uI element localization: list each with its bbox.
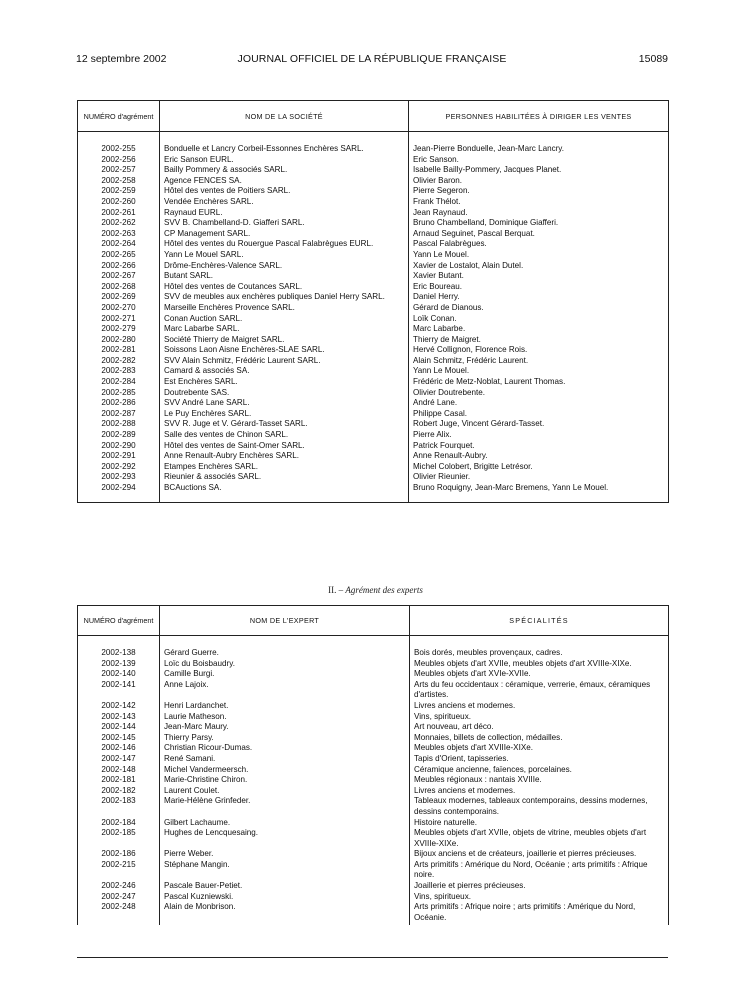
detail-cell: Bruno Roquigny, Jean-Marc Bremens, Yann Le Mouel. — [409, 483, 669, 494]
detail-cell: Gérard de Dianous. — [409, 303, 669, 314]
name-cell: Eric Sanson EURL. — [160, 155, 409, 166]
detail-cell: Bijoux anciens et de créateurs, joaillerie et pierres précieuses. — [410, 849, 669, 860]
expert-row — [78, 818, 669, 829]
name-cell: Marseille Enchères Provence SARL. — [160, 303, 409, 314]
name-cell: Société Thierry de Maigret SARL. — [160, 335, 409, 346]
name-cell: BCAuctions SA. — [160, 483, 409, 494]
company-row — [78, 419, 669, 430]
name-cell: Etampes Enchères SARL. — [160, 462, 409, 473]
name-cell: SVV de meubles aux enchères publiques Daniel Herry SARL. — [160, 292, 409, 303]
expert-row — [78, 765, 669, 776]
name-cell: Camille Burgi. — [160, 669, 410, 680]
name-cell: Hôtel des ventes de Coutances SARL. — [160, 282, 409, 293]
agreement-number: 2002-265 — [78, 250, 160, 261]
name-cell: Hôtel des ventes de Poitiers SARL. — [160, 186, 409, 197]
name-cell: Rieunier & associés SARL. — [160, 472, 409, 483]
detail-cell: Joaillerie et pierres précieuses. — [410, 881, 669, 892]
expert-row — [78, 712, 669, 723]
name-cell: Thierry Parsy. — [160, 733, 410, 744]
company-row — [78, 335, 669, 346]
name-cell: Doutrebente SAS. — [160, 388, 409, 399]
agreement-number: 2002-184 — [78, 818, 160, 829]
detail-cell: Robert Juge, Vincent Gérard-Tasset. — [409, 419, 669, 430]
name-cell: Hughes de Lencquesaing. — [160, 828, 410, 849]
detail-cell: Frank Thélot. — [409, 197, 669, 208]
col-header-number: NUMÉRO d'agrément — [78, 606, 160, 636]
company-row — [78, 345, 669, 356]
agreement-number: 2002-148 — [78, 765, 160, 776]
agreement-number: 2002-260 — [78, 197, 160, 208]
agreement-number: 2002-290 — [78, 441, 160, 452]
company-row — [78, 388, 669, 399]
company-row — [78, 430, 669, 441]
expert-row — [78, 754, 669, 765]
expert-row — [78, 659, 669, 670]
company-row — [78, 483, 669, 494]
header-date: 12 septembre 2002 — [76, 53, 167, 65]
detail-cell: Livres anciens et modernes. — [410, 786, 669, 797]
section-caption — [0, 585, 751, 595]
agreement-number: 2002-264 — [78, 239, 160, 250]
name-cell: Butant SARL. — [160, 271, 409, 282]
expert-row — [78, 786, 669, 797]
expert-row — [78, 860, 669, 881]
name-cell: CP Management SARL. — [160, 229, 409, 240]
table-bottom-edge — [77, 957, 668, 958]
detail-cell: Anne Renault-Aubry. — [409, 451, 669, 462]
expert-row — [78, 902, 669, 923]
agreement-number: 2002-262 — [78, 218, 160, 229]
name-cell: Laurie Matheson. — [160, 712, 410, 723]
agreement-number: 2002-258 — [78, 176, 160, 187]
detail-cell: Eric Sanson. — [409, 155, 669, 166]
agreement-number: 2002-215 — [78, 860, 160, 881]
name-cell: Camard & associés SA. — [160, 366, 409, 377]
name-cell: Marie-Christine Chiron. — [160, 775, 410, 786]
name-cell: Salle des ventes de Chinon SARL. — [160, 430, 409, 441]
col-header-company: NOM DE LA SOCIÉTÉ — [160, 101, 409, 132]
expert-row — [78, 828, 669, 849]
agreement-number: 2002-281 — [78, 345, 160, 356]
company-row — [78, 155, 669, 166]
agreement-number: 2002-246 — [78, 881, 160, 892]
detail-cell: Tapis d'Orient, tapisseries. — [410, 754, 669, 765]
detail-cell: Meubles régionaux : nantais XVIIIe. — [410, 775, 669, 786]
name-cell: Agence FENCES SA. — [160, 176, 409, 187]
agreement-number: 2002-266 — [78, 261, 160, 272]
detail-cell: Xavier de Lostalot, Alain Dutel. — [409, 261, 669, 272]
agreement-number: 2002-256 — [78, 155, 160, 166]
detail-cell: Daniel Herry. — [409, 292, 669, 303]
company-row — [78, 472, 669, 483]
company-row — [78, 208, 669, 219]
detail-cell: Pascal Falabrègues. — [409, 239, 669, 250]
name-cell: Jean-Marc Maury. — [160, 722, 410, 733]
agreement-number: 2002-185 — [78, 828, 160, 849]
detail-cell: Olivier Rieunier. — [409, 472, 669, 483]
agreement-number: 2002-257 — [78, 165, 160, 176]
company-row — [78, 239, 669, 250]
agreement-number: 2002-183 — [78, 796, 160, 817]
agreement-number: 2002-282 — [78, 356, 160, 367]
name-cell: Anne Lajoix. — [160, 680, 410, 701]
agreement-number: 2002-255 — [78, 144, 160, 155]
detail-cell: Jean Raynaud. — [409, 208, 669, 219]
detail-cell: Loïk Conan. — [409, 314, 669, 325]
expert-row — [78, 881, 669, 892]
detail-cell: Art nouveau, art déco. — [410, 722, 669, 733]
name-cell: Stéphane Mangin. — [160, 860, 410, 881]
detail-cell: Alain Schmitz, Frédéric Laurent. — [409, 356, 669, 367]
detail-cell: Arnaud Seguinet, Pascal Berquat. — [409, 229, 669, 240]
agreement-number: 2002-138 — [78, 648, 160, 659]
page-header — [76, 52, 668, 66]
name-cell: Christian Ricour-Dumas. — [160, 743, 410, 754]
detail-cell: Yann Le Mouel. — [409, 250, 669, 261]
agreement-number: 2002-268 — [78, 282, 160, 293]
detail-cell: Livres anciens et modernes. — [410, 701, 669, 712]
name-cell: Conan Auction SARL. — [160, 314, 409, 325]
name-cell: Le Puy Enchères SARL. — [160, 409, 409, 420]
agreement-number: 2002-145 — [78, 733, 160, 744]
company-row — [78, 303, 669, 314]
name-cell: Michel Vandermeersch. — [160, 765, 410, 776]
company-row — [78, 282, 669, 293]
detail-cell: Hervé Collignon, Florence Rois. — [409, 345, 669, 356]
company-row — [78, 292, 669, 303]
name-cell: Bailly Pommery & associés SARL. — [160, 165, 409, 176]
name-cell: Pierre Weber. — [160, 849, 410, 860]
expert-row — [78, 701, 669, 712]
name-cell: Soissons Laon Aisne Enchères-SLAE SARL. — [160, 345, 409, 356]
expert-row — [78, 648, 669, 659]
company-row — [78, 186, 669, 197]
name-cell: Anne Renault-Aubry Enchères SARL. — [160, 451, 409, 462]
company-row — [78, 144, 669, 155]
col-header-number: NUMÉRO d'agrément — [78, 101, 160, 132]
agreement-number: 2002-182 — [78, 786, 160, 797]
name-cell: Laurent Coulet. — [160, 786, 410, 797]
detail-cell: Vins, spiritueux. — [410, 712, 669, 723]
company-row — [78, 398, 669, 409]
company-row — [78, 250, 669, 261]
agreement-number: 2002-259 — [78, 186, 160, 197]
detail-cell: Vins, spiritueux. — [410, 892, 669, 903]
agreement-number: 2002-263 — [78, 229, 160, 240]
detail-cell: Olivier Baron. — [409, 176, 669, 187]
detail-cell: Bruno Chambelland, Dominique Giafferi. — [409, 218, 669, 229]
agreement-number: 2002-144 — [78, 722, 160, 733]
detail-cell: Arts du feu occidentaux : céramique, verrerie, émaux, céramiques d'artistes. — [410, 680, 669, 701]
detail-cell: Michel Colobert, Brigitte Letrésor. — [409, 462, 669, 473]
agreement-number: 2002-287 — [78, 409, 160, 420]
expert-row — [78, 722, 669, 733]
agreement-number: 2002-292 — [78, 462, 160, 473]
agreement-number: 2002-142 — [78, 701, 160, 712]
section-title: Agrément des experts — [345, 585, 423, 595]
agreement-number: 2002-143 — [78, 712, 160, 723]
detail-cell: Isabelle Bailly-Pommery, Jacques Planet. — [409, 165, 669, 176]
company-row — [78, 377, 669, 388]
name-cell: Est Enchères SARL. — [160, 377, 409, 388]
detail-cell: Monnaies, billets de collection, médailles. — [410, 733, 669, 744]
detail-cell: Pierre Alix. — [409, 430, 669, 441]
company-row — [78, 218, 669, 229]
agreement-number: 2002-248 — [78, 902, 160, 923]
name-cell: Pascale Bauer-Petiet. — [160, 881, 410, 892]
detail-cell: Arts primitifs : Amérique du Nord, Océanie ; arts primitifs : Afrique noire. — [410, 860, 669, 881]
name-cell: Hôtel des ventes de Saint-Omer SARL. — [160, 441, 409, 452]
agreement-number: 2002-247 — [78, 892, 160, 903]
detail-cell: Xavier Butant. — [409, 271, 669, 282]
name-cell: SVV B. Chambelland-D. Giafferi SARL. — [160, 218, 409, 229]
agreement-number: 2002-147 — [78, 754, 160, 765]
agreement-number: 2002-186 — [78, 849, 160, 860]
expert-row — [78, 680, 669, 701]
agreement-number: 2002-261 — [78, 208, 160, 219]
agreement-number: 2002-181 — [78, 775, 160, 786]
agreement-number: 2002-293 — [78, 472, 160, 483]
section-number: II. – — [328, 585, 344, 595]
name-cell: Raynaud EURL. — [160, 208, 409, 219]
agreement-number: 2002-279 — [78, 324, 160, 335]
col-header-specialties: SPÉCIALITÉS — [410, 606, 669, 636]
experts-table — [77, 605, 669, 925]
expert-row — [78, 743, 669, 754]
detail-cell: Bois dorés, meubles provençaux, cadres. — [410, 648, 669, 659]
companies-table — [77, 100, 669, 503]
company-row — [78, 314, 669, 325]
detail-cell: Yann Le Mouel. — [409, 366, 669, 377]
company-row — [78, 165, 669, 176]
name-cell: René Samani. — [160, 754, 410, 765]
expert-row — [78, 775, 669, 786]
name-cell: SVV André Lane SARL. — [160, 398, 409, 409]
company-row — [78, 176, 669, 187]
header-title: JOURNAL OFFICIEL DE LA RÉPUBLIQUE FRANÇAISE — [237, 53, 507, 65]
agreement-number: 2002-294 — [78, 483, 160, 494]
name-cell: Marc Labarbe SARL. — [160, 324, 409, 335]
name-cell: Alain de Monbrison. — [160, 902, 410, 923]
company-row — [78, 451, 669, 462]
name-cell: Gérard Guerre. — [160, 648, 410, 659]
agreement-number: 2002-267 — [78, 271, 160, 282]
agreement-number: 2002-285 — [78, 388, 160, 399]
detail-cell: Tableaux modernes, tableaux contemporains, dessins modernes, dessins contemporains. — [410, 796, 669, 817]
expert-row — [78, 733, 669, 744]
company-row — [78, 261, 669, 272]
name-cell: Hôtel des ventes du Rouergue Pascal Falabrègues EURL. — [160, 239, 409, 250]
agreement-number: 2002-284 — [78, 377, 160, 388]
agreement-number: 2002-270 — [78, 303, 160, 314]
agreement-number: 2002-283 — [78, 366, 160, 377]
company-row — [78, 462, 669, 473]
detail-cell: Patrick Fourquet. — [409, 441, 669, 452]
expert-row — [78, 849, 669, 860]
agreement-number: 2002-289 — [78, 430, 160, 441]
detail-cell: Thierry de Maigret. — [409, 335, 669, 346]
name-cell: Bonduelle et Lancry Corbeil-Essonnes Enchères SARL. — [160, 144, 409, 155]
name-cell: SVV R. Juge et V. Gérard-Tasset SARL. — [160, 419, 409, 430]
col-header-expert: NOM DE L'EXPERT — [160, 606, 410, 636]
agreement-number: 2002-141 — [78, 680, 160, 701]
experts-table-header — [78, 606, 669, 636]
detail-cell: Philippe Casal. — [409, 409, 669, 420]
expert-row — [78, 669, 669, 680]
detail-cell: André Lane. — [409, 398, 669, 409]
detail-cell: Frédéric de Metz-Noblat, Laurent Thomas. — [409, 377, 669, 388]
agreement-number: 2002-269 — [78, 292, 160, 303]
companies-table-header — [78, 101, 669, 132]
name-cell: Henri Lardanchet. — [160, 701, 410, 712]
detail-cell: Histoire naturelle. — [410, 818, 669, 829]
name-cell: Drôme-Enchères-Valence SARL. — [160, 261, 409, 272]
detail-cell: Pierre Segeron. — [409, 186, 669, 197]
name-cell: Gilbert Lachaume. — [160, 818, 410, 829]
name-cell: Vendée Enchères SARL. — [160, 197, 409, 208]
company-row — [78, 229, 669, 240]
agreement-number: 2002-288 — [78, 419, 160, 430]
agreement-number: 2002-286 — [78, 398, 160, 409]
name-cell: SVV Alain Schmitz, Frédéric Laurent SARL. — [160, 356, 409, 367]
agreement-number: 2002-271 — [78, 314, 160, 325]
company-row — [78, 324, 669, 335]
company-row — [78, 271, 669, 282]
company-row — [78, 441, 669, 452]
name-cell: Marie-Hélène Grinfeder. — [160, 796, 410, 817]
page-number: 15089 — [638, 53, 668, 65]
name-cell: Pascal Kuzniewski. — [160, 892, 410, 903]
col-header-persons: PERSONNES HABILITÉES À DIRIGER LES VENTES — [409, 101, 669, 132]
expert-row — [78, 892, 669, 903]
detail-cell: Céramique ancienne, faïences, porcelaines. — [410, 765, 669, 776]
expert-row — [78, 796, 669, 817]
agreement-number: 2002-280 — [78, 335, 160, 346]
agreement-number: 2002-146 — [78, 743, 160, 754]
company-row — [78, 409, 669, 420]
detail-cell: Meubles objets d'art XVIIe, objets de vitrine, meubles objets d'art XVIIIe-XIXe. — [410, 828, 669, 849]
detail-cell: Eric Boureau. — [409, 282, 669, 293]
detail-cell: Olivier Doutrebente. — [409, 388, 669, 399]
agreement-number: 2002-139 — [78, 659, 160, 670]
name-cell: Yann Le Mouel SARL. — [160, 250, 409, 261]
detail-cell: Jean-Pierre Bonduelle, Jean-Marc Lancry. — [409, 144, 669, 155]
detail-cell: Arts primitifs : Afrique noire ; arts primitifs : Amérique du Nord, Océanie. — [410, 902, 669, 923]
company-row — [78, 356, 669, 367]
detail-cell: Marc Labarbe. — [409, 324, 669, 335]
company-row — [78, 197, 669, 208]
detail-cell: Meubles objets d'art XVIIe, meubles objets d'art XVIIIe-XIXe. — [410, 659, 669, 670]
agreement-number: 2002-140 — [78, 669, 160, 680]
detail-cell: Meubles objets d'art XVIe-XVIIe. — [410, 669, 669, 680]
detail-cell: Meubles objets d'art XVIIIe-XIXe. — [410, 743, 669, 754]
name-cell: Loïc du Boisbaudry. — [160, 659, 410, 670]
agreement-number: 2002-291 — [78, 451, 160, 462]
company-row — [78, 366, 669, 377]
